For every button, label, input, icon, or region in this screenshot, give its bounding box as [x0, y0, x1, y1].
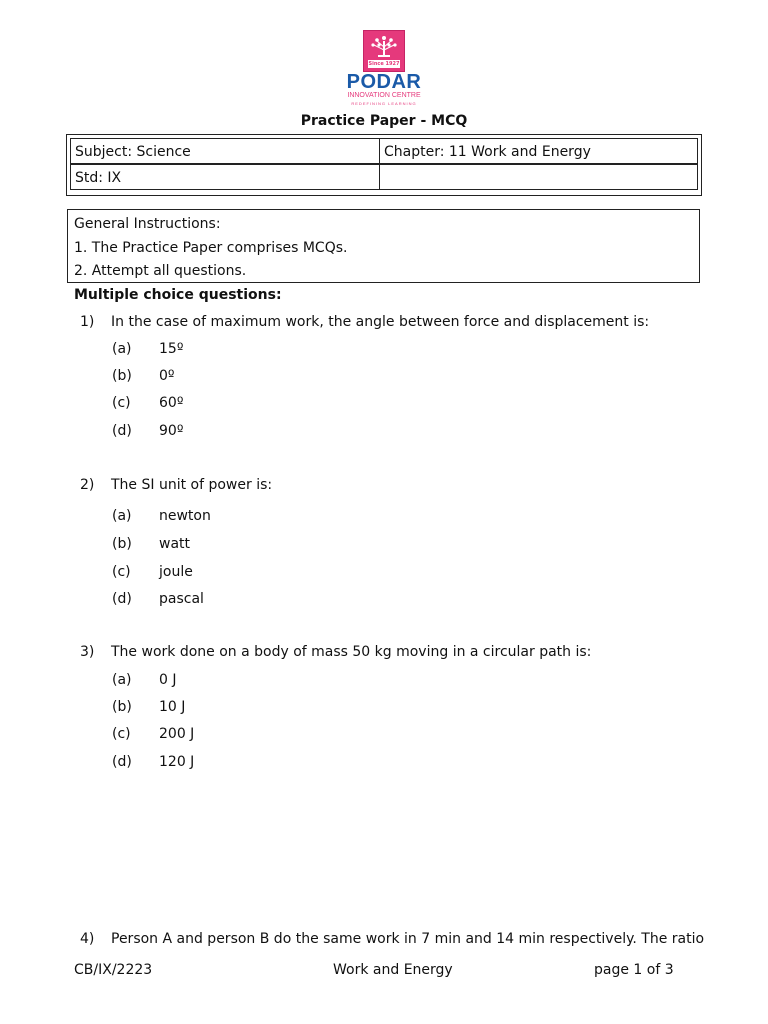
- option-text: newton: [159, 508, 211, 524]
- option-label: (d): [112, 754, 132, 770]
- section-heading: Multiple choice questions:: [74, 287, 282, 303]
- option-text: watt: [159, 536, 191, 552]
- school-logo: [335, 26, 433, 110]
- question-number: 3): [80, 644, 95, 660]
- question-text: The SI unit of power is:: [111, 477, 273, 493]
- footer-page-number: page 1 of 3: [594, 962, 674, 978]
- info-table: [66, 134, 702, 196]
- option-label: (b): [112, 536, 132, 552]
- footer-topic: Work and Energy: [333, 962, 453, 978]
- option-text: 200 J: [159, 726, 195, 742]
- option-text: 0 J: [159, 672, 177, 688]
- tree-icon: [363, 30, 405, 72]
- std-cell: Std: IX: [70, 164, 380, 190]
- page-title: Practice Paper - MCQ: [300, 113, 468, 129]
- instruction-item: 2. Attempt all questions.: [74, 263, 247, 279]
- footer-code: CB/IX/2223: [74, 962, 153, 978]
- info-row-2: [70, 164, 698, 190]
- option-text: 60º: [159, 395, 184, 411]
- option-label: (a): [112, 341, 132, 357]
- option-label: (b): [112, 699, 132, 715]
- instructions-heading: General Instructions:: [74, 216, 221, 232]
- question-number: 4): [80, 931, 95, 947]
- option-label: (a): [112, 672, 132, 688]
- instructions-box: [67, 209, 700, 283]
- question-text: In the case of maximum work, the angle between force and displacement is:: [111, 314, 650, 330]
- option-text: joule: [159, 564, 193, 580]
- option-text: 90º: [159, 423, 184, 439]
- logo-name: PODAR: [346, 71, 422, 93]
- subject-cell: Subject: Science: [70, 138, 380, 164]
- option-label: (d): [112, 591, 132, 607]
- question-text: Person A and person B do the same work in 7 min and 14 min respectively. The ratio: [111, 931, 705, 947]
- logo-since-label: Since 1927: [368, 61, 400, 67]
- option-label: (a): [112, 508, 132, 524]
- question-number: 1): [80, 314, 95, 330]
- blank-cell: [379, 164, 698, 190]
- option-text: pascal: [159, 591, 204, 607]
- option-label: (d): [112, 423, 132, 439]
- chapter-cell: Chapter: 11 Work and Energy: [379, 138, 698, 164]
- logo-subtitle: INNOVATION CENTRE: [347, 92, 421, 99]
- option-label: (c): [112, 564, 131, 580]
- option-label: (c): [112, 395, 131, 411]
- question-text: The work done on a body of mass 50 kg moving in a circular path is:: [111, 644, 592, 660]
- question-number: 2): [80, 477, 95, 493]
- logo-tagline: REDEFINING LEARNING: [351, 101, 417, 106]
- option-text: 15º: [159, 341, 184, 357]
- option-text: 0º: [159, 368, 175, 384]
- option-label: (c): [112, 726, 131, 742]
- instruction-item: 1. The Practice Paper comprises MCQs.: [74, 240, 348, 256]
- option-text: 10 J: [159, 699, 186, 715]
- option-text: 120 J: [159, 754, 195, 770]
- option-label: (b): [112, 368, 132, 384]
- info-row-1: [70, 138, 698, 164]
